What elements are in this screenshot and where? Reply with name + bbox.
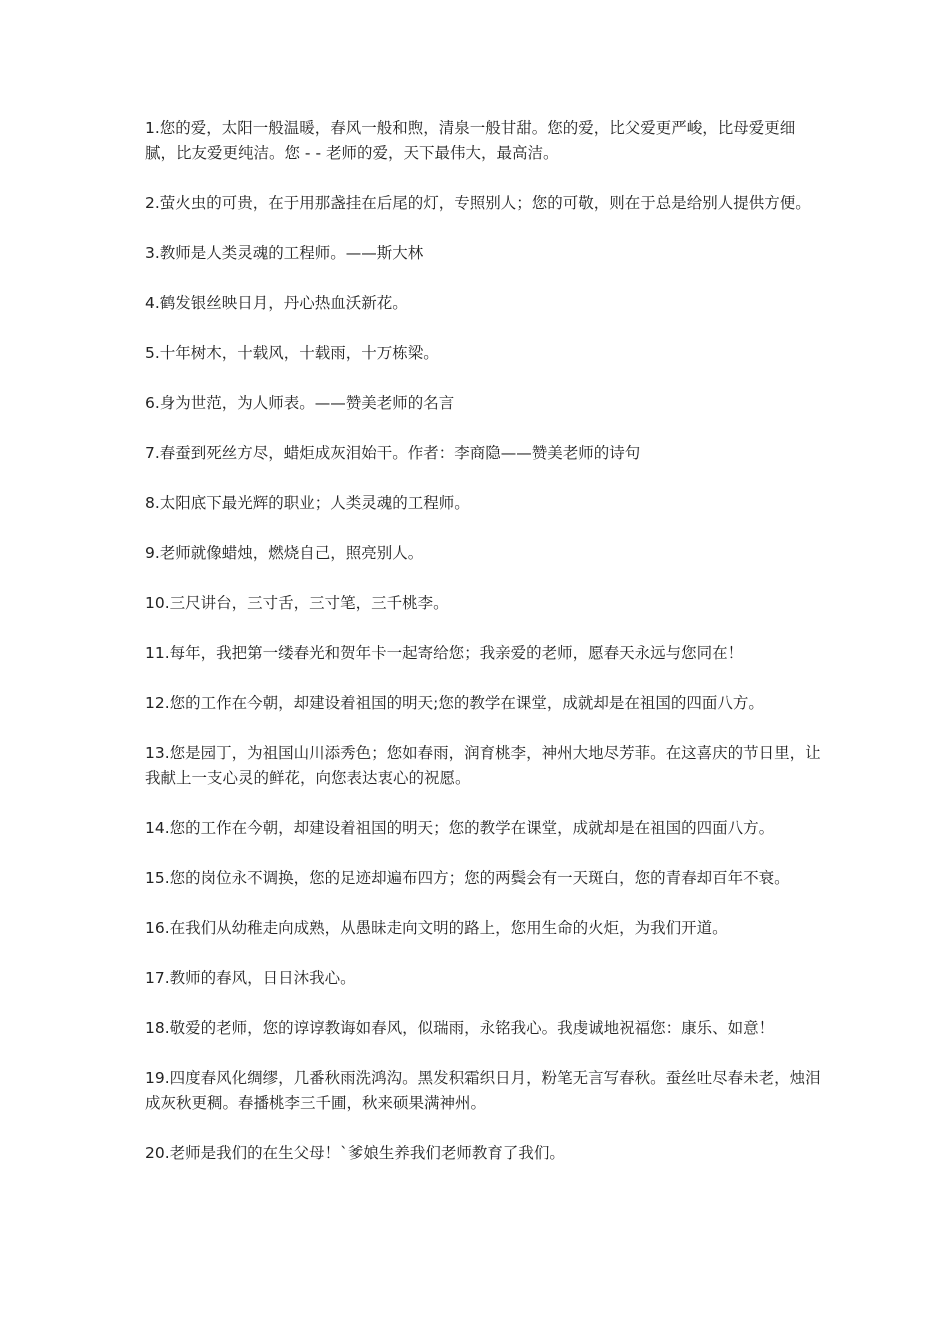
- paragraph-15: 15.您的岗位永不调换，您的足迹却遍布四方；您的两鬓会有一天斑白，您的青春却百年不衰。: [145, 869, 790, 887]
- paragraph-2: 2.萤火虫的可贵，在于用那盏挂在后尾的灯，专照别人；您的可敬，则在于总是给别人提供方便。: [145, 194, 811, 212]
- document-body: [145, 116, 825, 1191]
- paragraph-8: 8.太阳底下最光辉的职业；人类灵魂的工程师。: [145, 494, 470, 512]
- paragraph-4: 4.鹤发银丝映日月，丹心热血沃新花。: [145, 294, 408, 312]
- paragraph-5: 5.十年树木，十载风，十载雨，十万栋梁。: [145, 344, 439, 362]
- paragraph-17: 17.教师的春风，日日沐我心。: [145, 969, 356, 987]
- paragraph-14: 14.您的工作在今朝，却建设着祖国的明天；您的教学在课堂，成就却是在祖国的四面八方。: [145, 819, 775, 837]
- paragraph-3: 3.教师是人类灵魂的工程师。——斯大林: [145, 244, 424, 262]
- paragraph-1: 1.您的爱，太阳一般温暖，春风一般和煦，清泉一般甘甜。您的爱，比父爱更严峻，比母爱更细腻，比友爱更纯洁。您 - - 老师的爱，天下最伟大，最高洁。: [145, 119, 796, 162]
- paragraph-18: 18.敬爱的老师，您的谆谆教诲如春风，似瑞雨，永铭我心。我虔诚地祝福您：康乐、如意！: [145, 1019, 775, 1037]
- paragraph-9: 9.老师就像蜡烛，燃烧自己，照亮别人。: [145, 544, 424, 562]
- paragraph-16: 16.在我们从幼稚走向成熟，从愚昧走向文明的路上，您用生命的火炬，为我们开道。: [145, 919, 728, 937]
- paragraph-6: 6.身为世范，为人师表。——赞美老师的名言: [145, 394, 455, 412]
- paragraph-20: 20.老师是我们的在生父母！`爹娘生养我们老师教育了我们。: [145, 1144, 565, 1162]
- paragraph-13: 13.您是园丁，为祖国山川添秀色；您如春雨，润育桃李，神州大地尽芳菲。在这喜庆的节日里，让我献上一支心灵的鲜花，向您表达衷心的祝愿。: [145, 744, 821, 787]
- paragraph-10: 10.三尺讲台，三寸舌，三寸笔，三千桃李。: [145, 594, 449, 612]
- paragraph-7: 7.春蚕到死丝方尽，蜡炬成灰泪始干。作者：李商隐——赞美老师的诗句: [145, 444, 641, 462]
- paragraph-12: 12.您的工作在今朝，却建设着祖国的明天;您的教学在课堂，成就却是在祖国的四面八方。: [145, 694, 764, 712]
- paragraph-11: 11.每年，我把第一缕春光和贺年卡一起寄给您；我亲爱的老师，愿春天永远与您同在！: [145, 644, 744, 662]
- paragraph-19: 19.四度春风化绸缪，几番秋雨洗鸿沟。黑发积霜织日月，粉笔无言写春秋。蚕丝吐尽春未老，烛泪成灰秋更稠。春播桃李三千圃，秋来硕果满神州。: [145, 1069, 821, 1112]
